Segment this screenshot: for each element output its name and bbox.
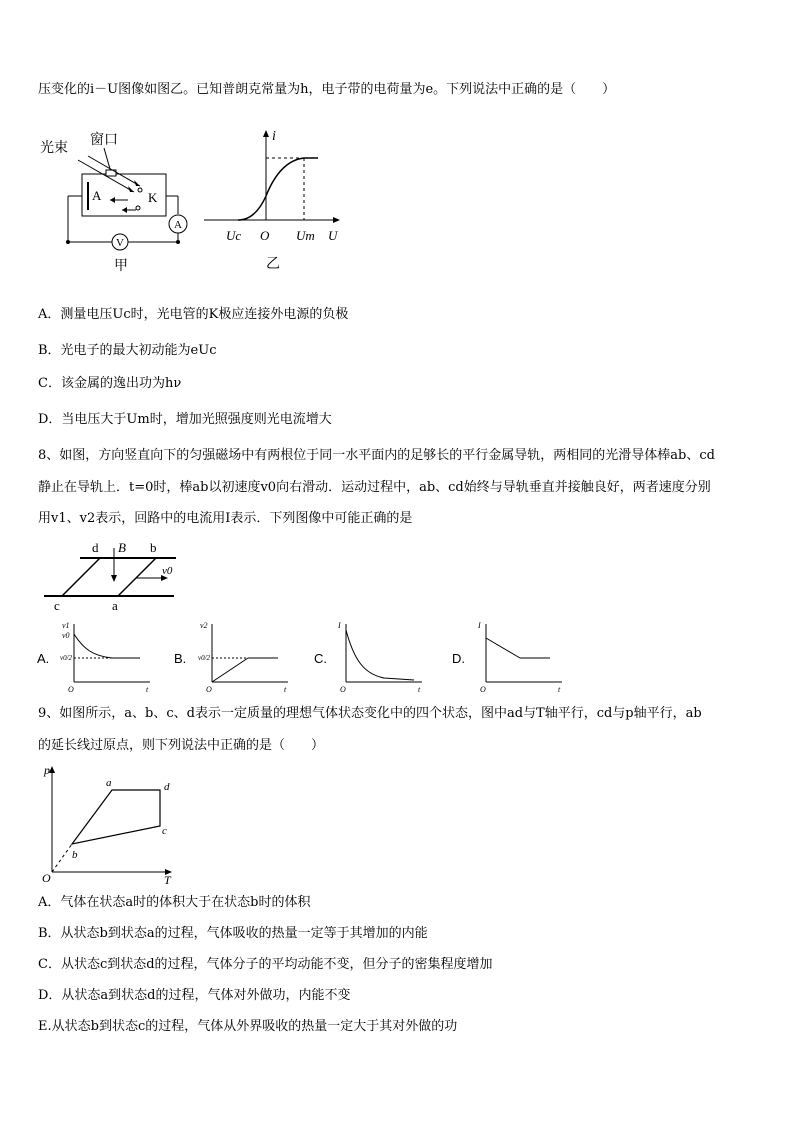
graph-b-ytick1: v0/2 (198, 654, 211, 662)
graph-b-ylabel: v2 (200, 621, 208, 630)
graph-c-origin: O (340, 685, 346, 694)
rail-a-label: a (112, 598, 118, 612)
uc-label: Uc (226, 228, 242, 243)
ammeter-label: A (174, 219, 182, 231)
q8-line-3: 用v1、v2表示，回路中的电流用I表示．下列图像中可能正确的是 (38, 511, 413, 526)
q7-option-b: B．光电子的最大初动能为eUc (38, 343, 217, 358)
beam-label: 光束 (40, 141, 68, 156)
q7-intro: 压变化的i－U图像如图乙。已知普朗克常量为h，电子带的电荷量为e。下列说法中正确的是（ ） (38, 82, 616, 97)
phototube-circuit-figure (38, 130, 208, 278)
voltmeter-label: V (116, 237, 124, 249)
q8-line-1: 8、如图，方向竖直向下的匀强磁场中有两根位于同一水平面内的足够长的平行金属导轨，两相同的光滑导体棒ab、cd (38, 448, 715, 463)
graph-a-xlabel: t (146, 685, 149, 694)
graph-c-xlabel: t (418, 685, 421, 694)
graph-c (334, 620, 434, 694)
graph-a (58, 620, 158, 694)
graph-a-ylabel: v1 (62, 621, 70, 630)
graph-c-ylabel: I (338, 621, 341, 630)
graph-b-xlabel: t (284, 685, 287, 694)
fig-jia-caption: 甲 (114, 259, 128, 274)
q7-option-d: D．当电压大于Um时，增加光照强度则光电流增大 (38, 412, 332, 427)
graph-b (196, 620, 296, 694)
graph-a-label: A. (37, 651, 50, 666)
v0-label: v0 (162, 565, 173, 577)
graph-a-ytick1: v0 (62, 631, 70, 640)
cathode-label: K (148, 190, 158, 205)
q9-line-1: 9、如图所示，a、b、c、d表示一定质量的理想气体状态变化中的四个状态，图中ad与T轴平行，cd与p轴平行，ab (38, 706, 702, 721)
graph-d (474, 620, 574, 694)
state-c-label: c (162, 825, 167, 837)
fig-yi-caption: 乙 (266, 257, 280, 272)
t-axis-label: T (164, 873, 171, 886)
graph-d-ylabel: I (478, 621, 481, 630)
q8-line-2: 静止在导轨上．t=0时，棒ab以初速度v0向右滑动．运动过程中，ab、cd始终与导轨垂直并接触良好，两者速度分别 (38, 480, 711, 495)
q9-option-b: B．从状态b到状态a的过程，气体吸收的热量一定等于其增加的内能 (38, 926, 428, 941)
q9-option-d: D．从状态a到状态d的过程，气体对外做功，内能不变 (38, 988, 351, 1003)
graph-a-origin: O (68, 685, 74, 694)
p-t-diagram (38, 760, 178, 886)
window-label: 窗口 (90, 133, 118, 148)
graph-c-label: C. (314, 651, 327, 666)
q9-option-e: E.从状态b到状态c的过程，气体从外界吸收的热量一定大于其对外做的功 (38, 1019, 458, 1034)
state-a-label: a (106, 777, 112, 789)
i-axis-label: i (272, 129, 276, 144)
graph-b-origin: O (206, 685, 212, 694)
state-b-label: b (72, 849, 78, 861)
anode-label: A (92, 188, 102, 203)
rail-d-label: d (92, 540, 99, 555)
state-d-label: d (164, 781, 170, 793)
rail-b-label: b (150, 540, 157, 555)
q9-option-a: A．气体在状态a时的体积大于在状态b时的体积 (38, 895, 311, 910)
origin-label: O (260, 228, 270, 243)
rail-c-label: c (54, 598, 60, 612)
um-label: Um (296, 228, 315, 243)
q9-option-c: C．从状态c到状态d的过程，气体分子的平均动能不变，但分子的密集程度增加 (38, 957, 493, 972)
current-voltage-graph (200, 124, 350, 274)
graph-d-origin: O (480, 685, 486, 694)
graph-d-xlabel: t (558, 685, 561, 694)
q7-option-c: C．该金属的逸出功为hν (38, 376, 182, 391)
origin-label: O (42, 871, 51, 885)
u-axis-label: U (328, 228, 338, 243)
graph-a-ytick2: v0/2 (60, 654, 73, 662)
b-field-label: B (118, 540, 126, 555)
p-axis-label: p (44, 763, 50, 777)
graph-b-label: B. (174, 651, 187, 666)
q9-line-2: 的延长线过原点，则下列说法中正确的是（ ） (38, 738, 325, 753)
q7-option-a: A．测量电压Uc时，光电管的K极应连接外电源的负极 (38, 307, 349, 322)
graph-d-label: D. (452, 651, 465, 666)
rails-figure (40, 538, 180, 612)
